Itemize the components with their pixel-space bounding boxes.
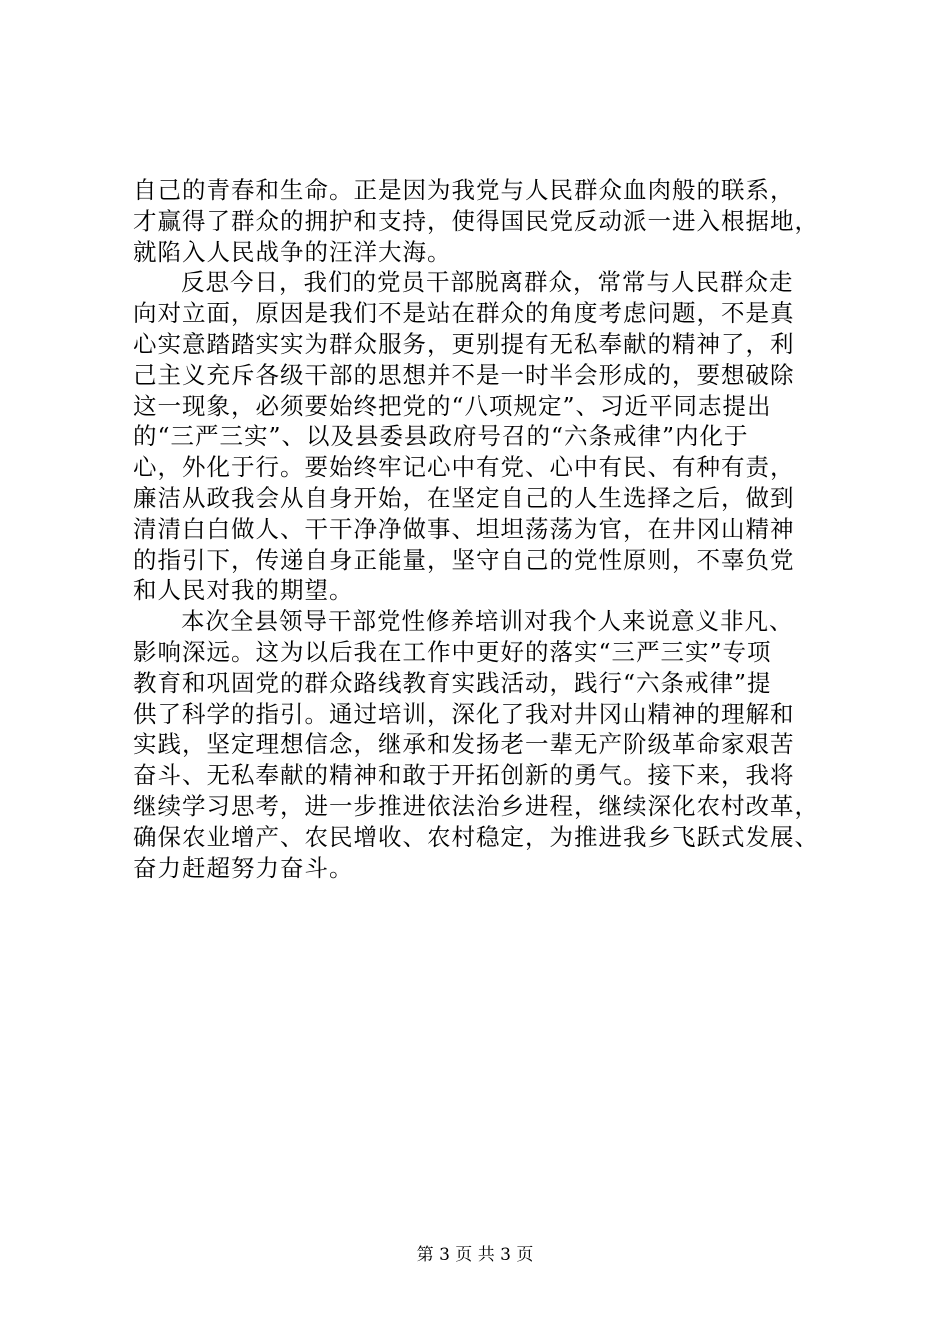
text-line: 己主义充斥各级干部的思想并不是一时半会形成的，要想破除 bbox=[133, 360, 795, 389]
text-line: 心，外化于行。要始终牢记心中有党、心中有民、有种有责， bbox=[133, 453, 795, 482]
page-number-footer: 第 3 页 共 3 页 bbox=[416, 1245, 534, 1265]
text-line: 的指引下，传递自身正能量，坚守自己的党性原则，不辜负党 bbox=[133, 545, 795, 574]
text-line: 影响深远。这为以后我在工作中更好的落实“三严三实”专项 bbox=[133, 637, 772, 666]
text-line: 本次全县领导干部党性修养培训对我个人来说意义非凡、 bbox=[181, 607, 794, 636]
text-line: 这一现象，必须要始终把党的“八项规定”、习近平同志提出 bbox=[133, 391, 772, 420]
text-line: 供了科学的指引。通过培训，深化了我对井冈山精神的理解和 bbox=[133, 699, 795, 728]
text-line: 才赢得了群众的拥护和支持，使得国民党反动派一进入根据地， bbox=[133, 206, 819, 235]
paragraph bbox=[133, 175, 853, 267]
text-line: 心实意踏踏实实为群众服务，更别提有无私奉献的精神了，利 bbox=[133, 329, 795, 358]
paragraph bbox=[133, 606, 853, 883]
text-line: 奋斗、无私奉献的精神和敢于开拓创新的勇气。接下来，我将 bbox=[133, 761, 795, 790]
text-line: 确保农业增产、农民增收、农村稳定，为推进我乡飞跃式发展、 bbox=[133, 822, 819, 851]
text-line: 就陷入人民战争的汪洋大海。 bbox=[133, 237, 452, 266]
text-line: 继续学习思考，进一步推进依法治乡进程，继续深化农村改革， bbox=[133, 791, 819, 820]
text-line: 实践，坚定理想信念，继承和发扬老一辈无产阶级革命家艰苦 bbox=[133, 730, 795, 759]
paragraph bbox=[133, 267, 853, 606]
text-line: 奋力赶超努力奋斗。 bbox=[133, 853, 354, 882]
text-line: 教育和巩固党的群众路线教育实践活动，践行“六条戒律”提 bbox=[133, 668, 772, 697]
text-line: 向对立面，原因是我们不是站在群众的角度考虑问题，不是真 bbox=[133, 299, 795, 328]
document-body bbox=[133, 175, 853, 883]
text-line: 反思今日，我们的党员干部脱离群众，常常与人民群众走 bbox=[181, 268, 794, 297]
text-line: 和人民对我的期望。 bbox=[133, 576, 354, 605]
text-line: 自己的青春和生命。正是因为我党与人民群众血肉般的联系， bbox=[133, 176, 795, 204]
text-line: 廉洁从政我会从自身开始，在坚定自己的人生选择之后，做到 bbox=[133, 483, 795, 512]
text-line: 清清白白做人、干干净净做事、坦坦荡荡为官，在井冈山精神 bbox=[133, 514, 795, 543]
text-line: 的“三严三实”、以及县委县政府号召的“六条戒律”内化于 bbox=[133, 422, 749, 451]
